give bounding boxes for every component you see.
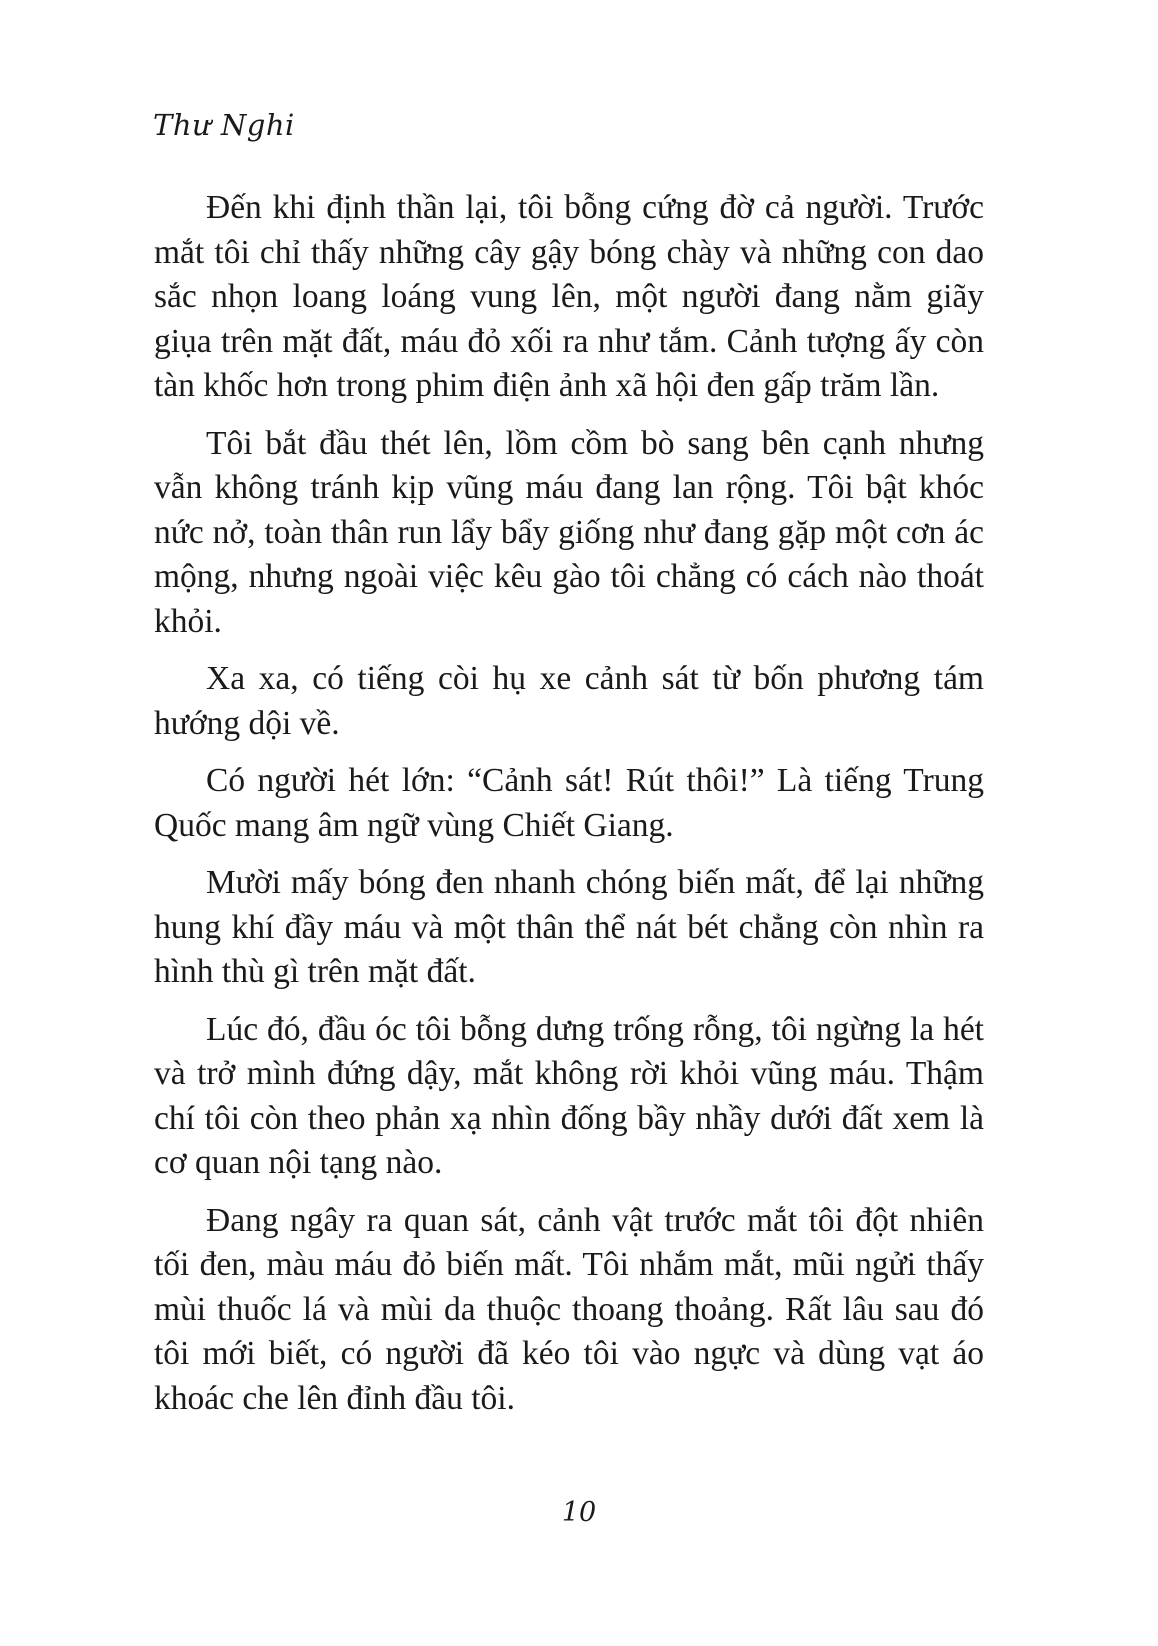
running-header: Thư Nghi [153,108,295,142]
paragraph: Có người hét lớn: “Cảnh sát! Rút thôi!” Là tiếng Trung Quốc mang âm ngữ vùng Chiết Giang. [154,762,984,844]
paragraph: Tôi bắt đầu thét lên, lồm cồm bò sang bên cạnh nhưng vẫn không tránh kịp vũng máu đang lan rộng. Tôi bật khóc nức nở, toàn thân run lẩy bẩy giống như đang gặp một cơn ác mộng, nhưng ngoài việc kêu gào tôi chẳng có cách nào thoát khỏi. [154,424,984,640]
paragraph: Lúc đó, đầu óc tôi bỗng dưng trống rỗng, tôi ngừng la hét và trở mình đứng dậy, mắt không rời khỏi vũng máu. Thậm chí tôi còn theo phản xạ nhìn đống bầy nhầy dưới đất xem là cơ quan nội tạng nào. [154,1010,984,1181]
paragraph: Xa xa, có tiếng còi hụ xe cảnh sát từ bốn phương tám hướng dội về. [154,660,984,742]
paragraph: Đến khi định thần lại, tôi bỗng cứng đờ cả người. Trước mắt tôi chỉ thấy những cây gậy bóng chày và những con dao sắc nhọn loang loáng vung lên, một người đang nằm giãy giụa trên mặt đất, máu đỏ xối ra như tắm. Cảnh tượng ấy còn tàn khốc hơn trong phim điện ảnh xã hội đen gấp trăm lần. [154,189,984,404]
paragraph: Mười mấy bóng đen nhanh chóng biến mất, để lại những hung khí đầy máu và một thân thể nát bét chẳng còn nhìn ra hình thù gì trên mặt đất. [154,864,984,990]
body-text [154,186,984,1434]
page-number: 10 [561,1497,597,1528]
paragraph: Đang ngây ra quan sát, cảnh vật trước mắt tôi đột nhiên tối đen, màu máu đỏ biến mất. Tôi nhắm mắt, mũi ngửi thấy mùi thuốc lá và mùi da thuộc thoang thoảng. Rất lâu sau đó tôi mới biết, có người đã kéo tôi vào ngực và dùng vạt áo khoác che lên đỉnh đầu tôi. [154,1201,984,1417]
